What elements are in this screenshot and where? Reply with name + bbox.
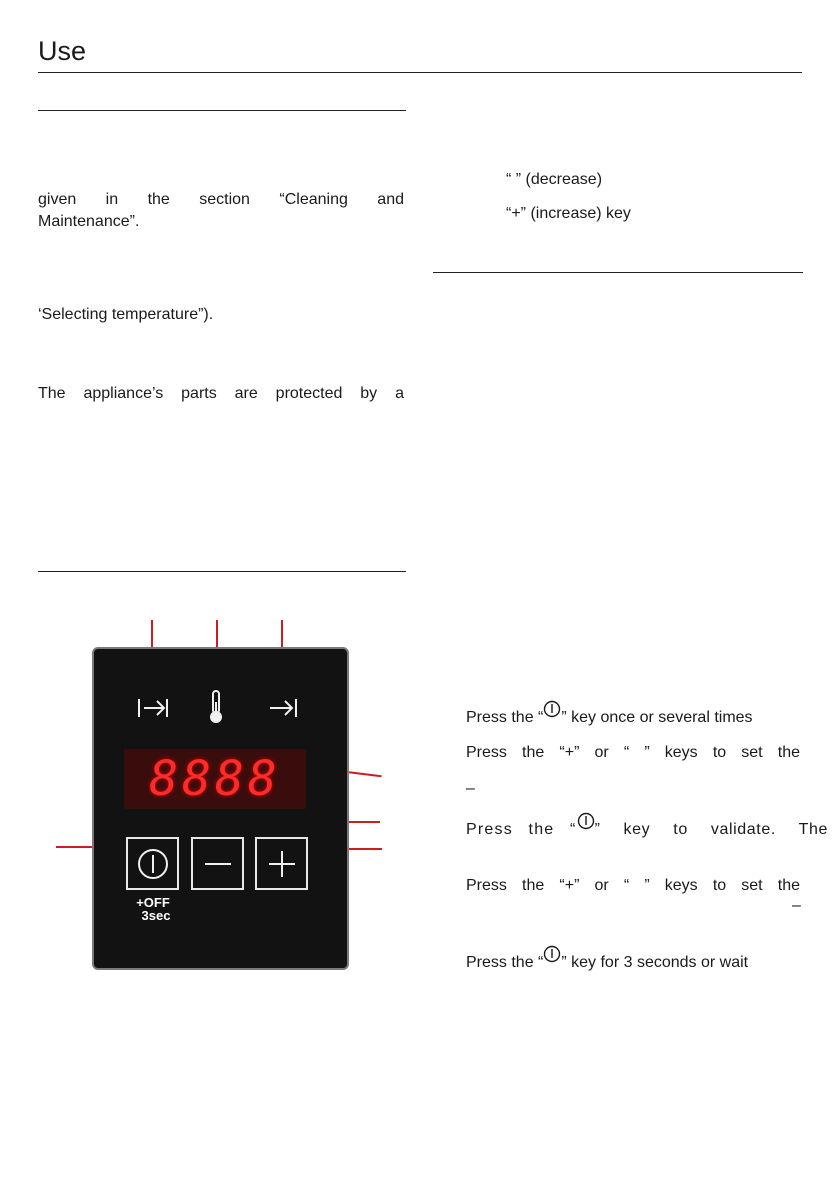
led-display [124,749,306,809]
power-icon [136,847,170,881]
plus-icon [265,847,299,881]
step-5-before: Press the “ [466,954,544,971]
paragraph-cleaning-cont: Maintenance”. [38,213,140,230]
display-digits: 8888 [149,751,281,807]
power-icon [577,812,595,830]
step-1-after: ” key once or several times [561,709,753,726]
start-time-icon [137,696,169,720]
step-3-before: Press the “ [466,821,577,838]
page-title: Use [38,36,87,66]
minus-icon [201,847,235,881]
step-4: Press the “+” or “ ” keys to set the [466,877,800,894]
increase-key-text: “+” (increase) key [506,205,631,222]
step-5-after: ” key for 3 seconds or wait [561,954,749,971]
step-5 [466,945,802,974]
step-1 [466,700,802,729]
step-2-dash: – [466,780,475,797]
off-label [128,896,178,922]
paragraph-temperature-ref: ‘Selecting temperature”). [38,306,214,323]
decrease-key-text: “ ” (decrease) [506,171,603,188]
power-icon [543,700,561,718]
header-rule [38,72,802,73]
section-rule-left-top [38,110,406,111]
off-label-line2: 3sec [141,908,171,923]
plus-button[interactable] [255,837,308,890]
minus-button[interactable] [191,837,244,890]
step-3-after: ” key to validate. The [594,821,828,838]
step-4-dash: – [792,897,801,914]
step-1-before: Press the “ [466,709,544,726]
step-2: Press the “+” or “ ” keys to set the [466,744,800,761]
thermometer-icon [207,690,225,724]
end-time-icon [268,696,298,720]
paragraph-protection: The appliance’s parts are protected by a [38,385,404,402]
section-rule-left-bottom [38,571,406,572]
off-label-line1: +OFF [136,895,170,910]
power-icon [543,945,561,963]
paragraph-cleaning: given in the section “Cleaning and [38,191,404,208]
section-rule-right [433,272,803,273]
power-button[interactable] [126,837,179,890]
step-3 [466,812,828,841]
